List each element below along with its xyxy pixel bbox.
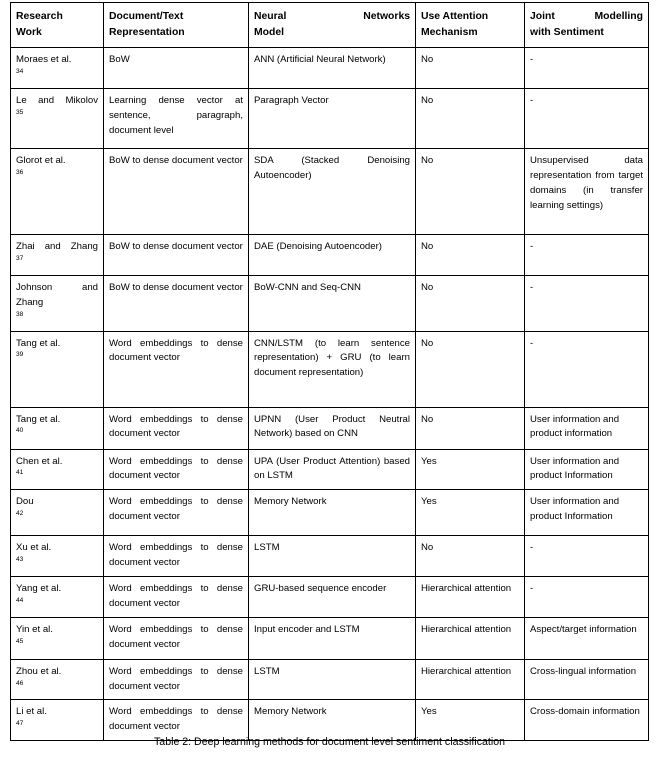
neural-model-text: DAE (Denoising Autoencoder) <box>254 241 382 253</box>
cell-attention <box>416 275 525 331</box>
cell-representation <box>104 576 249 617</box>
joint-text: - <box>530 281 534 293</box>
column-header-research-work <box>11 3 104 48</box>
neural-model-text: UPNN (User Product Neutral Network) based on CNN <box>254 413 410 440</box>
cell-attention <box>416 490 525 536</box>
neural-model-text: LSTM <box>254 542 280 554</box>
cell-research-work <box>11 576 104 617</box>
column-header-line: Mechanism <box>421 26 478 38</box>
representation-text: Word embeddings to dense document vector <box>109 623 243 650</box>
research-work-text: Moraes et al. <box>16 54 72 66</box>
attention-text: No <box>421 542 434 554</box>
cell-representation <box>104 331 249 407</box>
table-row <box>11 48 649 89</box>
table-row <box>11 659 649 700</box>
cell-attention <box>416 235 525 276</box>
joint-text: - <box>530 337 534 349</box>
cell-research-work <box>11 490 104 536</box>
cell-attention <box>416 89 525 149</box>
neural-model-text: BoW-CNN and Seq-CNN <box>254 281 361 293</box>
cell-joint <box>525 617 649 659</box>
research-work-text: Chen et al. <box>16 455 63 467</box>
joint-text: - <box>530 241 534 253</box>
representation-text: Word embeddings to dense document vector <box>109 542 243 569</box>
joint-text: - <box>530 582 534 594</box>
cell-neural-model <box>249 700 416 741</box>
column-header-line: Use Attention <box>421 11 489 22</box>
cell-neural-model <box>249 407 416 449</box>
table-row <box>11 149 649 235</box>
research-work-text: Johnson and Zhang <box>16 281 98 308</box>
cell-representation <box>104 275 249 331</box>
research-work-text: Le and Mikolov <box>16 95 98 107</box>
neural-model-text: CNN/LSTM (to learn sentence representation) + GRU (to learn document representation) <box>254 337 410 379</box>
cell-neural-model <box>249 149 416 235</box>
cell-representation <box>104 659 249 700</box>
reference-superscript: 47 <box>16 720 24 728</box>
attention-text: No <box>421 95 434 107</box>
research-work-text: Yang et al. <box>16 582 62 594</box>
representation-text: BoW to dense document vector <box>109 241 243 253</box>
neural-model-text: GRU-based sequence encoder <box>254 582 387 594</box>
column-header-line: Joint Modelling <box>530 11 643 22</box>
cell-research-work <box>11 275 104 331</box>
reference-superscript: 35 <box>16 108 24 116</box>
cell-joint <box>525 331 649 407</box>
cell-joint <box>525 48 649 89</box>
attention-text: Yes <box>421 455 437 467</box>
table-row <box>11 407 649 449</box>
research-work-text: Dou <box>16 496 34 508</box>
joint-text: User information and product Information <box>530 496 620 523</box>
cell-joint <box>525 235 649 276</box>
reference-superscript: 43 <box>16 555 24 563</box>
representation-text: Learning dense vector at sentence, paragraph, document level <box>109 95 243 136</box>
cell-neural-model <box>249 659 416 700</box>
joint-text: - <box>530 95 534 107</box>
attention-text: No <box>421 241 434 253</box>
cell-attention <box>416 449 525 490</box>
reference-superscript: 45 <box>16 637 24 645</box>
table-row <box>11 576 649 617</box>
column-header-line: Document/Text <box>109 11 184 22</box>
cell-neural-model <box>249 89 416 149</box>
reference-superscript: 41 <box>16 469 24 477</box>
reference-superscript: 44 <box>16 596 24 604</box>
neural-model-text: Memory Network <box>254 706 327 718</box>
attention-text: No <box>421 413 434 425</box>
cell-representation <box>104 617 249 659</box>
table-row <box>11 235 649 276</box>
cell-joint <box>525 536 649 577</box>
attention-text: No <box>421 281 434 293</box>
attention-text: Yes <box>421 706 437 718</box>
representation-text: Word embeddings to dense document vector <box>109 665 243 692</box>
cell-research-work <box>11 617 104 659</box>
cell-joint <box>525 576 649 617</box>
table-row <box>11 275 649 331</box>
reference-superscript: 37 <box>16 254 24 262</box>
research-work-text: Yin et al. <box>16 623 53 635</box>
reference-superscript: 42 <box>16 509 24 517</box>
cell-representation <box>104 48 249 89</box>
joint-text: Cross-lingual information <box>530 665 637 677</box>
cell-neural-model <box>249 275 416 331</box>
cell-neural-model <box>249 48 416 89</box>
table-body <box>11 48 649 741</box>
cell-neural-model <box>249 235 416 276</box>
cell-representation <box>104 700 249 741</box>
reference-superscript: 38 <box>16 310 24 318</box>
table-caption: Table 2: Deep learning methods for document level sentiment classification <box>154 736 505 748</box>
cell-neural-model <box>249 576 416 617</box>
reference-superscript: 36 <box>16 168 24 176</box>
cell-attention <box>416 407 525 449</box>
cell-joint <box>525 89 649 149</box>
attention-text: Hierarchical attention <box>421 623 512 635</box>
table-row <box>11 617 649 659</box>
column-header-neural-networks-model <box>249 3 416 48</box>
neural-model-text: LSTM <box>254 665 280 677</box>
attention-text: No <box>421 54 434 66</box>
attention-text: Hierarchical attention <box>421 665 512 677</box>
column-header-document-text-representation <box>104 3 249 48</box>
cell-research-work <box>11 89 104 149</box>
reference-superscript: 34 <box>16 67 24 75</box>
cell-joint <box>525 275 649 331</box>
table-row <box>11 89 649 149</box>
cell-research-work <box>11 449 104 490</box>
cell-research-work <box>11 700 104 741</box>
cell-research-work <box>11 659 104 700</box>
reference-superscript: 46 <box>16 679 24 687</box>
column-header-line: Representation <box>109 26 185 38</box>
cell-research-work <box>11 536 104 577</box>
joint-text: Unsupervised data representation from target domains (in transfer learning settings) <box>530 155 643 211</box>
column-header-line: Research <box>16 11 63 22</box>
reference-superscript: 40 <box>16 427 24 435</box>
cell-attention <box>416 617 525 659</box>
joint-text: - <box>530 542 534 554</box>
cell-attention <box>416 536 525 577</box>
attention-text: No <box>421 155 434 167</box>
cell-attention <box>416 331 525 407</box>
table-row <box>11 331 649 407</box>
reference-superscript: 39 <box>16 351 24 359</box>
representation-text: Word embeddings to dense document vector <box>109 413 243 440</box>
joint-text: Aspect/target information <box>530 623 637 635</box>
column-header-line: with Sentiment <box>530 26 604 38</box>
cell-joint <box>525 490 649 536</box>
cell-attention <box>416 700 525 741</box>
cell-research-work <box>11 331 104 407</box>
cell-representation <box>104 235 249 276</box>
column-header-joint-modelling-with-sentiment <box>525 3 649 48</box>
cell-neural-model <box>249 331 416 407</box>
cell-joint <box>525 449 649 490</box>
attention-text: No <box>421 337 434 349</box>
cell-neural-model <box>249 536 416 577</box>
cell-representation <box>104 407 249 449</box>
representation-text: Word embeddings to dense document vector <box>109 455 243 482</box>
joint-text: Cross-domain information <box>530 706 640 718</box>
column-header-line: Model <box>254 26 285 38</box>
cell-research-work <box>11 48 104 89</box>
cell-attention <box>416 576 525 617</box>
neural-model-text: Input encoder and LSTM <box>254 623 360 635</box>
joint-text: User information and product Information <box>530 455 620 482</box>
neural-model-text: Memory Network <box>254 496 327 508</box>
neural-model-text: UPA (User Product Attention) based on LSTM <box>254 455 410 482</box>
neural-model-text: SDA (Stacked Denoising Autoencoder) <box>254 155 410 182</box>
cell-joint <box>525 700 649 741</box>
table-header-row <box>11 3 649 48</box>
table-row <box>11 536 649 577</box>
column-header-use-attention-mechanism <box>416 3 525 48</box>
cell-joint <box>525 149 649 235</box>
representation-text: BoW to dense document vector <box>109 281 243 293</box>
joint-text: User information and product information <box>530 413 620 440</box>
cell-neural-model <box>249 617 416 659</box>
table-header <box>11 3 649 48</box>
column-header-line: Work <box>16 26 42 38</box>
neural-model-text: ANN (Artificial Neural Network) <box>254 54 386 66</box>
research-work-text: Li et al. <box>16 706 47 718</box>
research-work-text: Tang et al. <box>16 413 61 425</box>
joint-text: - <box>530 54 534 66</box>
column-header-line: Neural Networks <box>254 11 410 22</box>
representation-text: Word embeddings to dense document vector <box>109 496 243 523</box>
cell-representation <box>104 149 249 235</box>
cell-attention <box>416 659 525 700</box>
cell-attention <box>416 149 525 235</box>
deep-learning-methods-table <box>10 2 649 741</box>
representation-text: BoW <box>109 54 130 66</box>
representation-text: Word embeddings to dense document vector <box>109 337 243 364</box>
representation-text: Word embeddings to dense document vector <box>109 582 243 609</box>
table-row <box>11 449 649 490</box>
research-work-text: Glorot et al. <box>16 155 66 167</box>
cell-representation <box>104 490 249 536</box>
table-row <box>11 490 649 536</box>
research-work-text: Zhou et al. <box>16 665 62 677</box>
cell-attention <box>416 48 525 89</box>
cell-research-work <box>11 407 104 449</box>
representation-text: Word embeddings to dense document vector <box>109 706 243 733</box>
cell-joint <box>525 407 649 449</box>
research-work-text: Tang et al. <box>16 337 61 349</box>
representation-text: BoW to dense document vector <box>109 155 243 167</box>
cell-joint <box>525 659 649 700</box>
research-work-text: Zhai and Zhang <box>16 241 98 253</box>
attention-text: Yes <box>421 496 437 508</box>
neural-model-text: Paragraph Vector <box>254 95 329 107</box>
cell-neural-model <box>249 490 416 536</box>
research-work-text: Xu et al. <box>16 542 52 554</box>
attention-text: Hierarchical attention <box>421 582 512 594</box>
cell-representation <box>104 449 249 490</box>
cell-representation <box>104 89 249 149</box>
cell-neural-model <box>249 449 416 490</box>
cell-research-work <box>11 235 104 276</box>
table-row <box>11 700 649 741</box>
cell-representation <box>104 536 249 577</box>
cell-research-work <box>11 149 104 235</box>
